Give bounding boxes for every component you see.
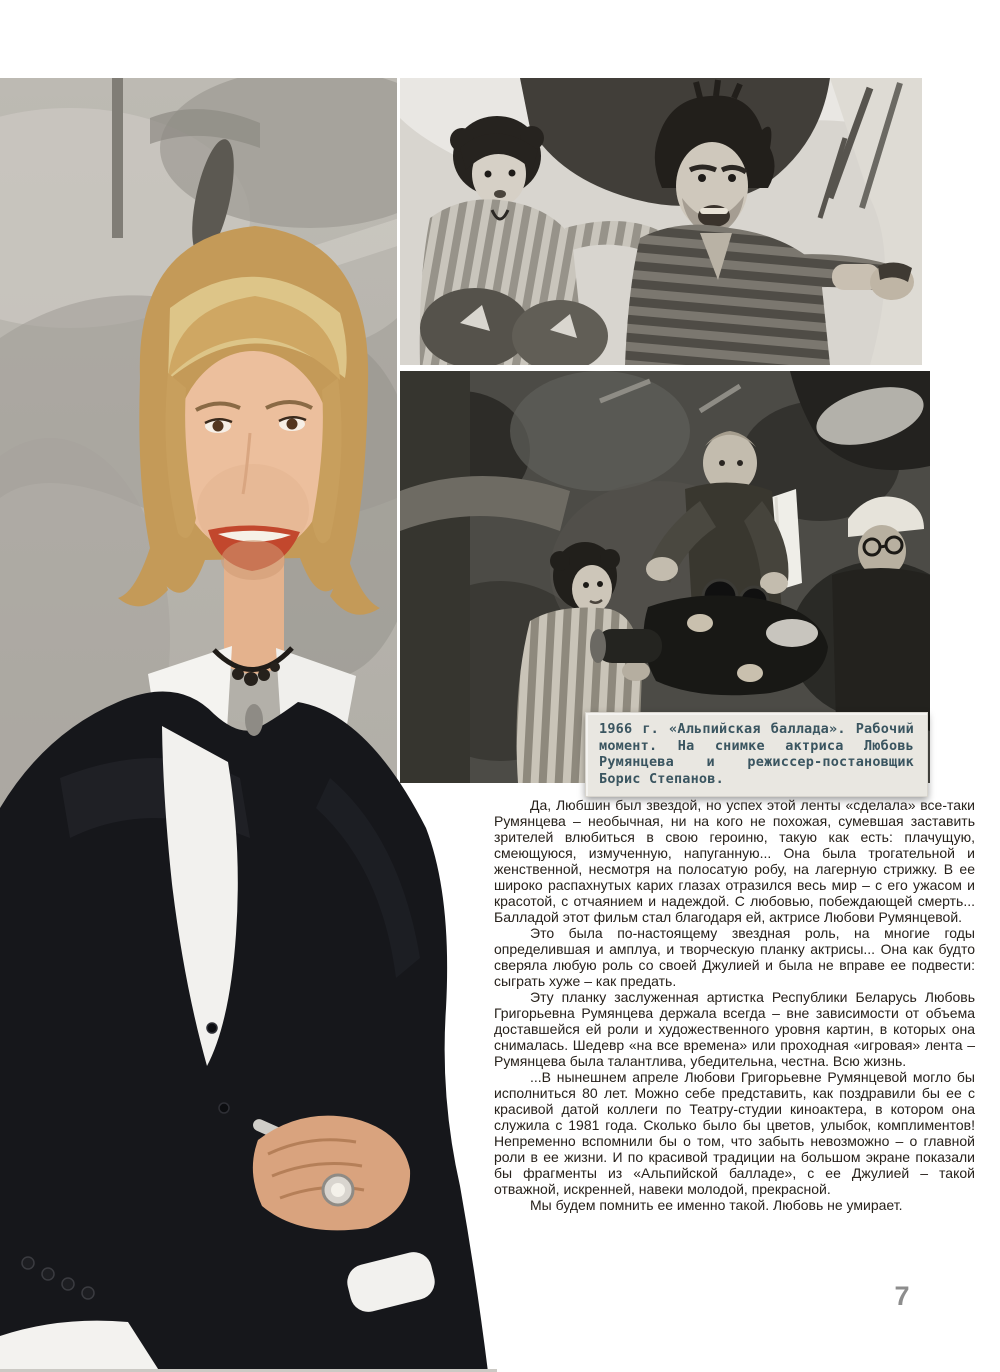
article-paragraph: Да, Любшин был звездой, но успех этой ленты «сделала» все-таки Румянцева – необычная, ни на кого не похожая, сумевшая заставить зрителей влюбиться в свою героиню, такую как есть: плачущую, смеющуюся, измученную, напуганную... Она была трогательной и женственной, несмотря на полосатую робу, на лагерную стрижку. В ее широко распахнутых карих глазах отразился весь мир – с его ужасом и красотой, с отчаянием и надеждой. С любовью, побеждающей смерть... Балладой этот фильм стал благодаря ей, актрисе Любови Румянцевой. <box>494 797 975 925</box>
film-still-1 <box>400 78 922 365</box>
article-text <box>494 797 975 1213</box>
article-paragraph: Это была по-настоящему звездная роль, на многие годы определившая и амплуа, и творческую планку актрисы... Она как будто сверяла любую роль со своей Джулией и была не вправе ее подвести: сыграть хуже – как предать. <box>494 925 975 989</box>
article-paragraph: ...В нынешнем апреле Любови Григорьевне Румянцевой могло бы исполниться 80 лет. Можно себе представить, как поздравили бы ее с красивой датой коллеги по Театру-студии киноактера, в котором она служила с 1981 года. Сколько было бы цветов, улыбок, комплиментов! Непременно вспомнили бы о том, что забыть невозможно – о главной роли в ее жизни. И по красивой традиции на большом экране показали бы фрагменты из «Альпийской балладе», с ее Джулией – такой отважной, искренней, навеки молодой, прекрасной. <box>494 1069 975 1197</box>
article-paragraph: Мы будем помнить ее именно такой. Любовь не умирает. <box>530 1197 903 1213</box>
film-still-1-art <box>400 78 922 365</box>
cardigan-button <box>207 1023 217 1033</box>
cardigan-button <box>219 1103 229 1113</box>
pendant <box>245 704 263 736</box>
photo-caption-text: 1966 г. «Альпийская баллада». Рабочий момент. На снимке актриса Любовь Румянцева и режиссер-постановщик Борис Степанов. <box>599 721 914 787</box>
photo-caption <box>585 712 928 797</box>
article-paragraph: Эту планку заслуженная артистка Республики Беларусь Любовь Григорьевна Румянцева держала всегда – вне зависимости от объема доставшейся ей роли и художественного уровня картин, в которых она снималась. Шедевр «на все времена» или проходная «игровая» лента – Румянцева была талантлива, убедительна, честна. Всю жизнь. <box>494 989 975 1069</box>
page-number: 7 <box>894 1281 910 1311</box>
